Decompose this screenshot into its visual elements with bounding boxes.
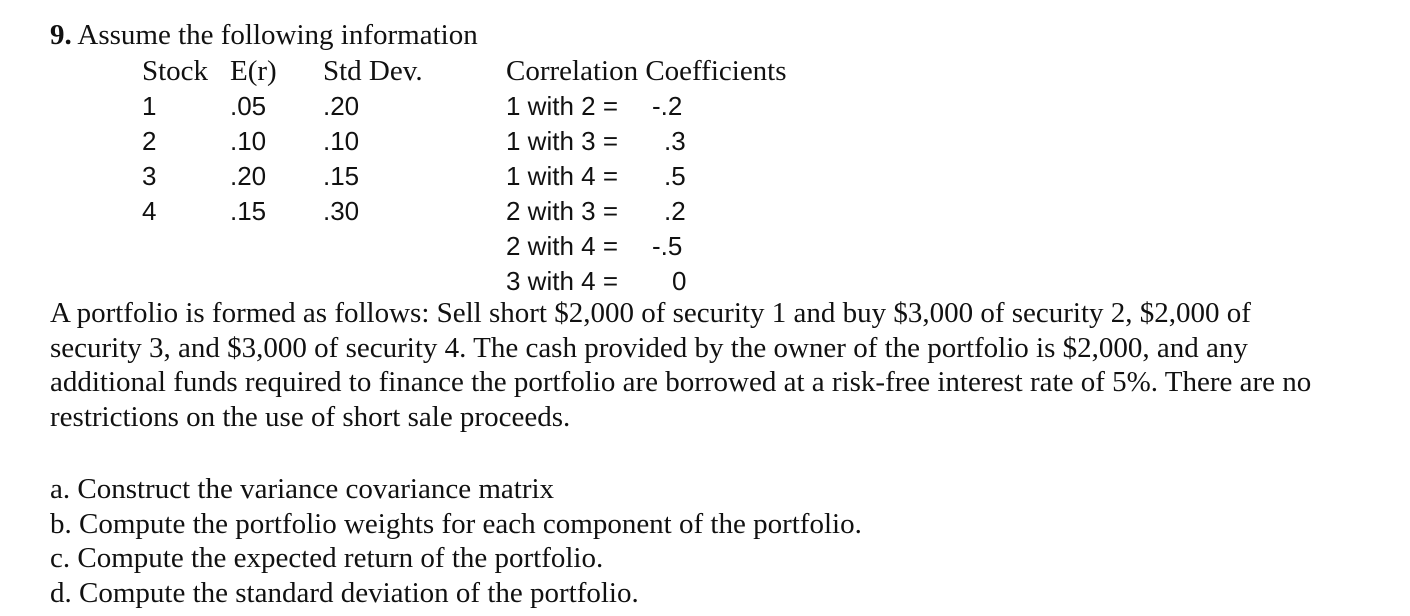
corr-pair-1-4: 1 with 4 = [506, 161, 619, 191]
corr-pair-2-3: 2 with 3 = [506, 196, 619, 226]
question-a: a. Construct the variance covariance matrix [50, 473, 555, 505]
corr-value-3-4: 0 [672, 266, 687, 296]
row-1-er: .05 [230, 91, 267, 121]
corr-pair-1-2: 1 with 2 = [506, 91, 619, 121]
header-correlation: Correlation Coefficients [506, 55, 787, 87]
paragraph-line-1: A portfolio is formed as follows: Sell short $2,000 of security 1 and buy $3,000 of security 2, $2,000 of [50, 297, 1251, 329]
row-3-er: .20 [230, 161, 267, 191]
paragraph-line-3: additional funds required to finance the portfolio are borrowed at a risk-free interest rate of 5%. There are no [50, 366, 1312, 398]
row-4-stock: 4 [142, 196, 157, 226]
row-1-sd: .20 [323, 91, 360, 121]
row-2-er: .10 [230, 126, 267, 156]
header-stock: Stock [142, 55, 209, 87]
corr-value-2-4: -.5 [652, 231, 683, 261]
corr-value-1-2: -.2 [652, 91, 683, 121]
header-std-dev: Std Dev. [323, 55, 423, 87]
corr-pair-2-4: 2 with 4 = [506, 231, 619, 261]
row-2-stock: 2 [142, 126, 157, 156]
question-d: d. Compute the standard deviation of the portfolio. [50, 577, 639, 609]
row-1-stock: 1 [142, 91, 157, 121]
row-3-stock: 3 [142, 161, 157, 191]
question-b: b. Compute the portfolio weights for each component of the portfolio. [50, 508, 862, 540]
problem-number: 9. [50, 19, 72, 51]
question-c: c. Compute the expected return of the portfolio. [50, 542, 604, 574]
portfolio-description [50, 296, 1390, 434]
row-4-sd: .30 [323, 196, 360, 226]
header-er: E(r) [230, 55, 277, 87]
corr-value-1-3: .3 [664, 126, 686, 156]
row-4-er: .15 [230, 196, 267, 226]
corr-pair-3-4: 3 with 4 = [506, 266, 619, 296]
row-2-sd: .10 [323, 126, 360, 156]
paragraph-line-4: restrictions on the use of short sale proceeds. [50, 400, 571, 433]
row-3-sd: .15 [323, 161, 360, 191]
corr-value-2-3: .2 [664, 196, 686, 226]
paragraph-line-2: security 3, and $3,000 of security 4. The cash provided by the owner of the portfolio is $2,000, and any [50, 331, 1248, 364]
problem-heading [50, 18, 478, 52]
corr-pair-1-3: 1 with 3 = [506, 126, 619, 156]
corr-value-1-4: .5 [664, 161, 686, 191]
problem-title: Assume the following information [77, 19, 478, 51]
